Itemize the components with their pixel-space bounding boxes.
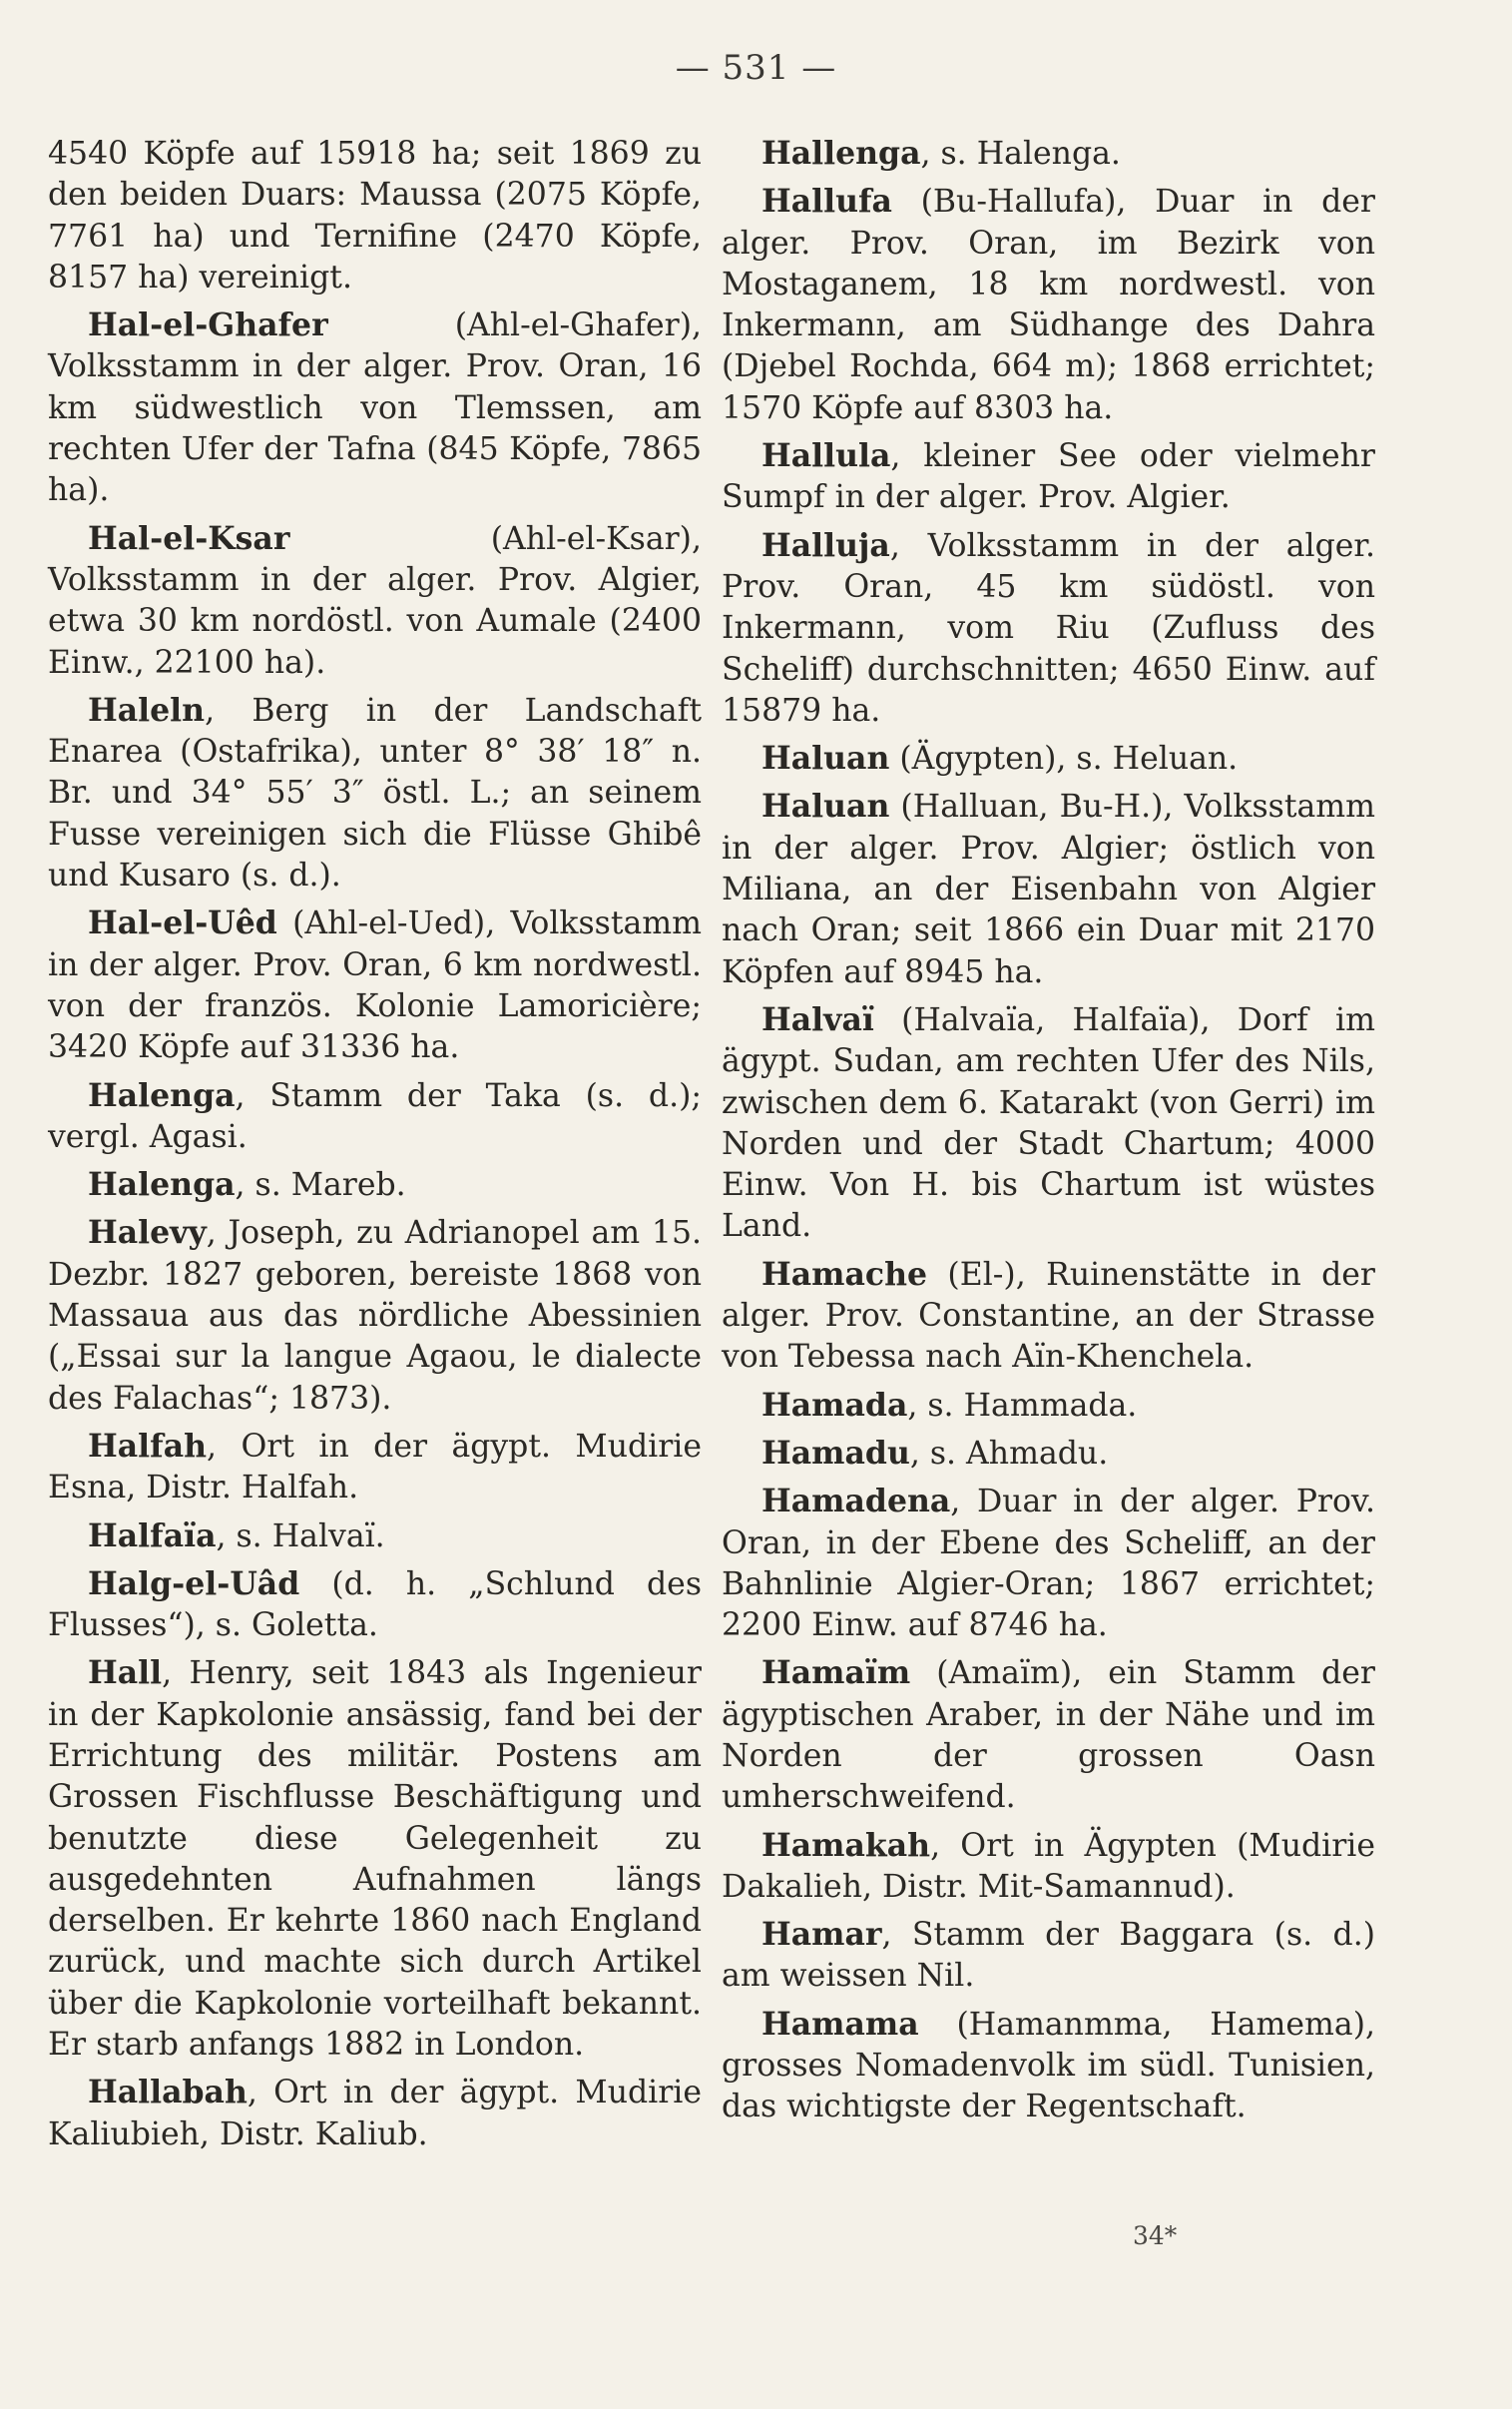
- entry-headword: Hamache: [761, 1255, 928, 1293]
- entry: [48, 2072, 702, 2155]
- entry-headword: Hallenga: [761, 135, 921, 172]
- entry-headword: Hal-el-Ghafer: [88, 306, 328, 344]
- entry-text: , Joseph, zu Adrianopel am 15. Dezbr. 1827 geboren, bereiste 1868 von Massaua aus das nördliche Abessinien („Essai sur la langue Agaou, le dialecte des Falachas“; 1873).: [48, 1215, 702, 1417]
- entry-headword: Halenga: [88, 1076, 236, 1114]
- entry-text: , Volksstamm in der alger. Prov. Oran, 45 km südöstl. von Inkermann, vom Riu (Zufluss des Scheliff) durchschnitten; 4650 Einw. auf 15879 ha.: [722, 527, 1375, 729]
- entry-headword: Halluja: [761, 526, 890, 564]
- entry-text: (Ägypten), s. Heluan.: [889, 741, 1239, 778]
- entry: [722, 1433, 1375, 1475]
- entry: [48, 1652, 702, 2066]
- entry-text: , Duar in der alger. Prov. Oran, in der Ebene des Scheliff, an der Bahnlinie Algier-Oran; 1867 errichtet; 2200 Einw. auf 8746 ha.: [722, 1484, 1375, 1644]
- entry-text: (Halluan, Bu-H.), Volksstamm in der alger. Prov. Algier; östlich von Miliana, an der Eisenbahn von Algier nach Oran; seit 1866 ein Duar mit 2170 Köpfen auf 8945 ha.: [722, 789, 1375, 990]
- page-number: — 531 —: [675, 48, 837, 88]
- entry-headword: Hamadena: [761, 1483, 951, 1520]
- entry-text: (Halvaïa, Halfaïa), Dorf im ägypt. Sudan, am rechten Ufer des Nils, zwischen dem 6. Katarakt (von Gerri) im Norden und der Stadt Chartum; 4000 Einw. Von H. bis Chartum ist wüstes Land.: [722, 1001, 1375, 1245]
- entry-text: (Bu-Hallufa), Duar in der alger. Prov. Oran, im Bezirk von Mostaganem, 18 km nordwestl. von Inkermann, am Südhange des Dahra (Djebel Rochda, 664 m); 1868 errichtet; 1570 Köpfe auf 8303 ha.: [722, 184, 1375, 426]
- entry-text: , Ort in der ägypt. Mudirie Kaliubieh, Distr. Kaliub.: [48, 2075, 702, 2152]
- sheet-signature: 34*: [1133, 2221, 1178, 2250]
- entry-headword: Hal-el-Ksar: [88, 519, 290, 557]
- entry-headword: Hamar: [761, 1916, 882, 1954]
- entry-text: (El-), Ruinenstätte in der alger. Prov. Constantine, an der Strasse von Tebessa nach Aïn-Khenchela.: [722, 1256, 1375, 1376]
- entry-text: , Stamm der Baggara (s. d.) am weissen Nil.: [722, 1917, 1375, 1995]
- entry-headword: Halg-el-Uâd: [88, 1564, 300, 1602]
- entry-headword: Halvaï: [761, 1000, 874, 1038]
- entry: [48, 1426, 702, 1509]
- entry-headword: Hallabah: [88, 2074, 248, 2111]
- entry: [48, 1515, 702, 1557]
- entry-text: , Henry, seit 1843 als Ingenieur in der Kapkolonie ansässig, fand bei der Errichtung des militär. Postens am Grossen Fischflusse Beschäftigung und benutzte diese Gelegenheit zu ausgedehnten Aufnahmen längs derselben. Er kehrte 1860 nach England zurück, und machte sich durch Artikel über die Kapkolonie vorteilhaft bekannt. Er starb anfangs 1882 in London.: [48, 1655, 702, 2064]
- entry-headword: Hallula: [761, 437, 891, 475]
- entry-text: , s. Mareb.: [235, 1167, 406, 1204]
- entry-text: , Stamm der Taka (s. d.); vergl. Agasi.: [48, 1077, 702, 1155]
- entry: [48, 1563, 702, 1647]
- entry: [722, 1825, 1375, 1909]
- entry: [722, 525, 1375, 732]
- entry-text: (d. h. „Schlund des Flusses“), s. Goletta.: [48, 1565, 702, 1644]
- entry-text: , s. Halvaï.: [216, 1517, 385, 1554]
- entry: [722, 181, 1375, 429]
- entry: [48, 1075, 702, 1159]
- entry-text: , kleiner See oder vielmehr Sumpf in der alger. Prov. Algier.: [722, 438, 1375, 516]
- entry: [48, 1164, 702, 1206]
- entry: [722, 1914, 1375, 1998]
- entry: [722, 2004, 1375, 2128]
- entry-headword: Hallufa: [761, 183, 892, 221]
- entry: [722, 1385, 1375, 1427]
- left-column: [48, 133, 702, 2161]
- entry-headword: Haluan: [761, 788, 890, 826]
- entry-headword: Halfah: [88, 1427, 208, 1465]
- entry-headword: Halfaïa: [88, 1516, 217, 1554]
- entry: [722, 738, 1375, 780]
- entry-headword: Hamaïm: [761, 1654, 911, 1692]
- entry-headword: Hamadu: [761, 1434, 910, 1472]
- entry-text: , Berg in der Landschaft Enarea (Ostafrika), unter 8° 38′ 18″ n. Br. und 34° 55′ 3″ östl. L.; an seinem Fusse vereinigen sich die Flüsse Ghibê und Kusaro (s. d.).: [48, 692, 702, 895]
- entry-text: , s. Hammada.: [907, 1387, 1138, 1424]
- entry: [722, 435, 1375, 519]
- entry-headword: Hall: [88, 1654, 163, 1692]
- entry-text: 4540 Köpfe auf 15918 ha; seit 1869 zu den beiden Duars: Maussa (2075 Köpfe, 7761 ha) und Ternifine (2470 Köpfe, 8157 ha) vereinigt.: [48, 136, 702, 296]
- entry-headword: Haleln: [88, 691, 206, 729]
- entry: [722, 999, 1375, 1248]
- entry: [722, 1481, 1375, 1646]
- entry: [48, 903, 702, 1068]
- entry: [48, 304, 702, 511]
- entry-text: (Amaïm), ein Stamm der ägyptischen Araber, in der Nähe und im Norden der grossen Oasn umherschweifend.: [722, 1655, 1375, 1816]
- entry: [722, 786, 1375, 992]
- entry-text: (Ahl-el-Ued), Volksstamm in der alger. Prov. Oran, 6 km nordwestl. von der französ. Kolonie Lamoricière; 3420 Köpfe auf 31336 ha.: [48, 905, 702, 1066]
- entry-headword: Haluan: [761, 740, 890, 778]
- entry-headword: Hal-el-Uêd: [88, 904, 277, 942]
- entry-headword: Halevy: [88, 1214, 207, 1252]
- entry-text: (Hamanmma, Hamema), grosses Nomadenvolk im südl. Tunisien, das wichtigste der Regentschaft.: [722, 2006, 1375, 2125]
- entry: [722, 1652, 1375, 1818]
- entry: [48, 1212, 702, 1419]
- entry: [722, 133, 1375, 175]
- entry: [48, 518, 702, 684]
- entry-text: , s. Ahmadu.: [909, 1435, 1109, 1472]
- entry-text: , s. Halenga.: [920, 136, 1121, 172]
- entry-headword: Halenga: [88, 1166, 236, 1204]
- right-column: [722, 133, 1375, 2134]
- entry-text: (Ahl-el-Ghafer), Volksstamm in der alger. Prov. Oran, 16 km südwestlich von Tlemssen, am rechten Ufer der Tafna (845 Köpfe, 7865 ha).: [48, 307, 702, 509]
- entry-headword: Hamama: [761, 2005, 919, 2043]
- entry-headword: Hamakah: [761, 1826, 931, 1864]
- entry-text: , Ort in Ägypten (Mudirie Dakalieh, Distr. Mit-Samannud).: [722, 1827, 1375, 1905]
- entry: [722, 1254, 1375, 1379]
- entry-text: (Ahl-el-Ksar), Volksstamm in der alger. Prov. Algier, etwa 30 km nordöstl. von Aumale (2400 Einw., 22100 ha).: [48, 520, 702, 681]
- entry: [48, 690, 702, 897]
- entry-headword: Hamada: [761, 1386, 908, 1424]
- entry-text: , Ort in der ägypt. Mudirie Esna, Distr. Halfah.: [48, 1428, 702, 1506]
- entry: [48, 133, 702, 299]
